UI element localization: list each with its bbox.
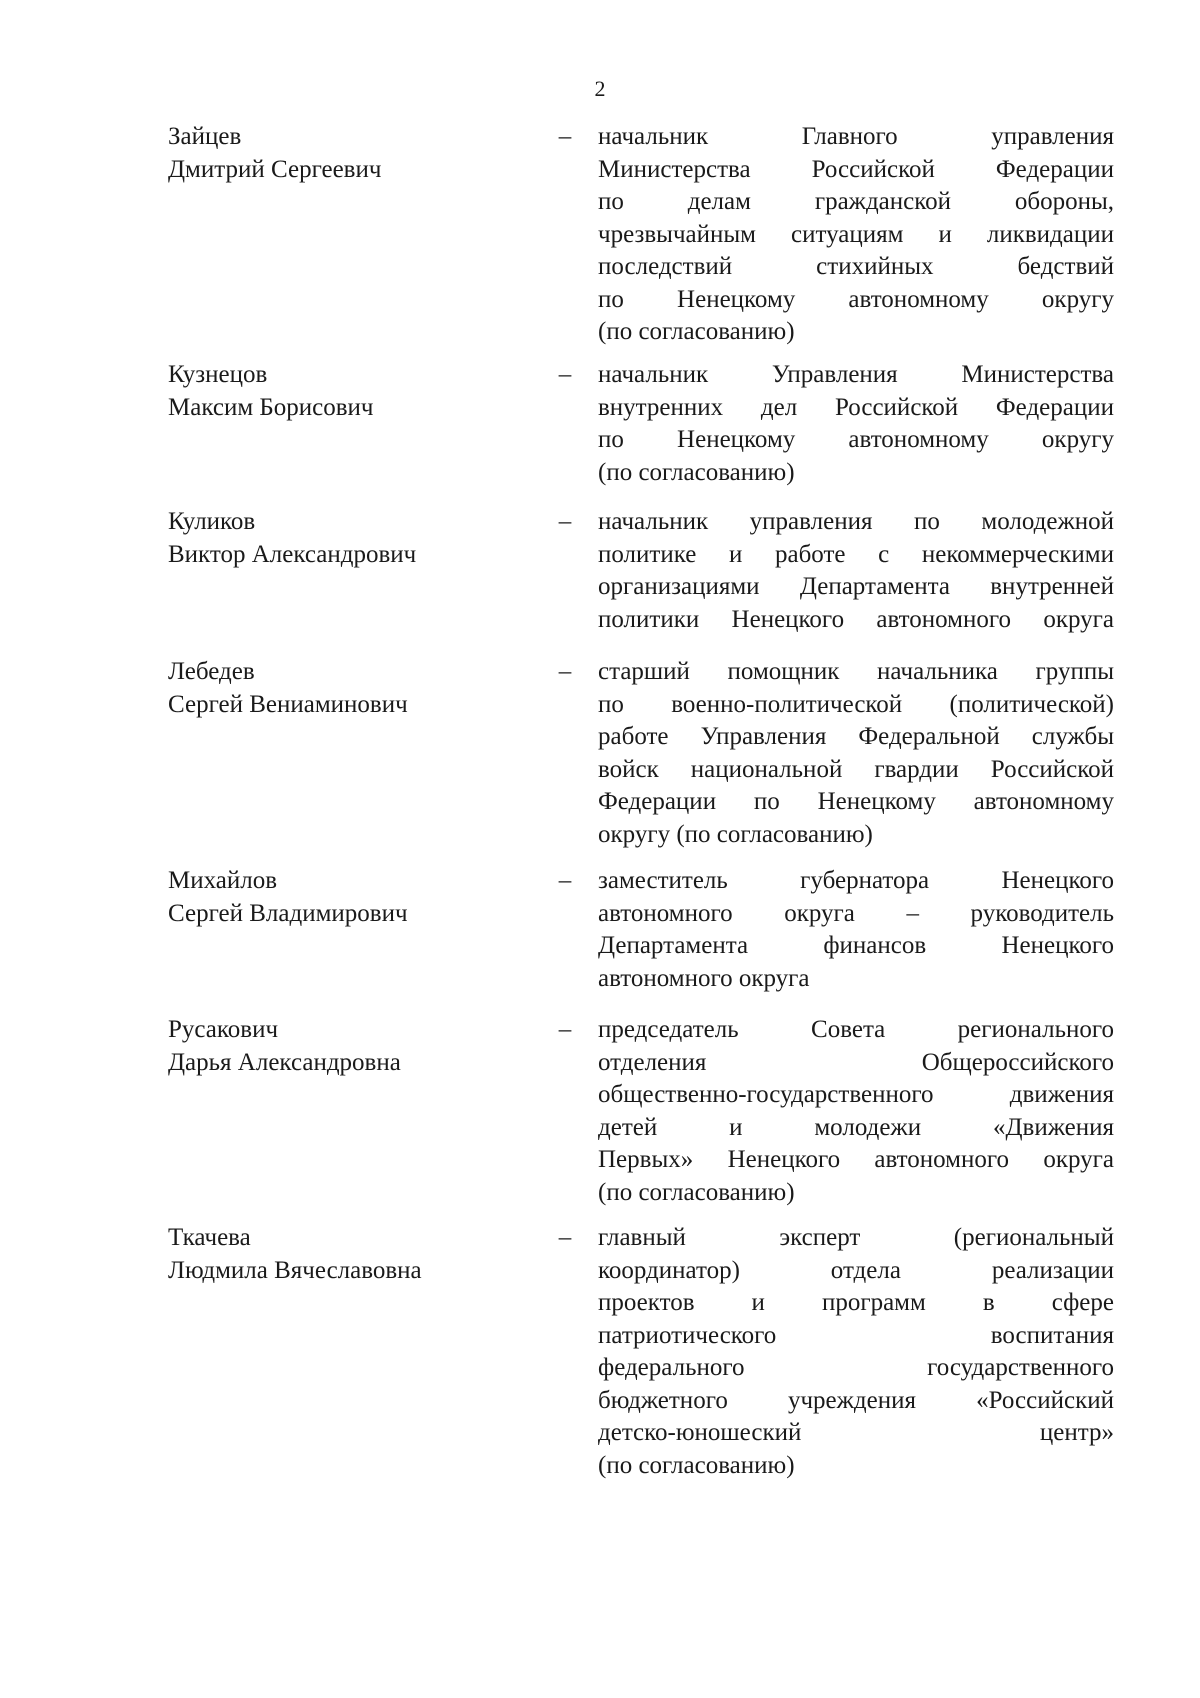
member-surname: Лебедев	[168, 658, 255, 685]
member-role	[598, 121, 1114, 349]
separator-dash: –	[558, 123, 572, 150]
role-line: по Ненецкому автономному округу	[598, 426, 1114, 453]
role-line: отделения Общероссийского	[598, 1048, 1114, 1076]
role-line: войск национальной гвардии Российской	[598, 755, 1114, 783]
role-line: Федерации по Ненецкому автономному	[598, 788, 1114, 815]
role-line: чрезвычайным ситуациям и ликвидации	[598, 220, 1114, 248]
member-name	[168, 656, 548, 721]
role-line: организациями Департамента внутренней	[598, 573, 1114, 600]
member-entry	[0, 865, 1200, 992]
member-role	[598, 359, 1114, 489]
role-line: Министерства Российской Федерации	[598, 155, 1114, 183]
role-line: по делам гражданской обороны,	[598, 188, 1114, 215]
member-given-names: Виктор Александрович	[168, 540, 417, 568]
member-entry	[0, 1014, 1200, 1206]
role-line: Первых» Ненецкого автономного округа	[598, 1146, 1114, 1173]
separator-dash: –	[558, 361, 572, 388]
role-line: координатор) отдела реализации	[598, 1256, 1114, 1284]
role-line: старший помощник начальника группы	[598, 658, 1114, 685]
role-line: последствий стихийных бедствий	[598, 253, 1114, 280]
member-name	[168, 1014, 548, 1079]
member-given-names: Максим Борисович	[168, 393, 374, 421]
member-given-names: Людмила Вячеславовна	[168, 1256, 422, 1284]
role-line: начальник Главного управления	[598, 123, 1114, 150]
member-name	[168, 359, 548, 424]
member-entry	[0, 121, 1200, 345]
role-line: проектов и программ в сфере	[598, 1289, 1114, 1316]
member-given-names: Сергей Владимирович	[168, 899, 408, 927]
role-line: заместитель губернатора Ненецкого	[598, 867, 1114, 894]
role-line: работе Управления Федеральной службы	[598, 723, 1114, 750]
member-role	[598, 1014, 1114, 1209]
role-line: политики Ненецкого автономного округа	[598, 605, 1114, 633]
member-entry	[0, 1222, 1200, 1479]
role-line: (по согласованию)	[598, 458, 795, 486]
role-line: детей и молодежи «Движения	[598, 1113, 1114, 1141]
separator-dash: –	[558, 508, 572, 535]
role-line: автономного округа – руководитель	[598, 899, 1114, 927]
role-line: внутренних дел Российской Федерации	[598, 393, 1114, 421]
member-given-names: Дарья Александровна	[168, 1048, 401, 1076]
role-line: (по согласованию)	[598, 1178, 795, 1206]
member-surname: Русакович	[168, 1016, 279, 1043]
member-entry	[0, 506, 1200, 633]
role-line: (по согласованию)	[598, 1451, 795, 1479]
role-line: бюджетного учреждения «Российский	[598, 1386, 1114, 1414]
role-line: начальник управления по молодежной	[598, 508, 1114, 535]
member-surname: Ткачева	[168, 1224, 251, 1251]
member-surname: Кузнецов	[168, 361, 268, 388]
member-role	[598, 865, 1114, 995]
role-line: по Ненецкому автономному округу	[598, 285, 1114, 313]
member-role	[598, 656, 1114, 851]
member-given-names: Сергей Вениаминович	[168, 690, 408, 718]
member-surname: Михайлов	[168, 867, 278, 894]
role-line: председатель Совета регионального	[598, 1016, 1114, 1043]
role-line: (по согласованию)	[598, 318, 795, 345]
role-line: политике и работе с некоммерческими	[598, 540, 1114, 568]
separator-dash: –	[558, 867, 572, 894]
member-name	[168, 1222, 548, 1287]
member-name	[168, 506, 548, 571]
role-line: округу (по согласованию)	[598, 820, 873, 848]
role-line: детско-юношеский центр»	[598, 1419, 1114, 1446]
separator-dash: –	[558, 1016, 572, 1043]
role-line: по военно-политической (политической)	[598, 690, 1114, 718]
member-name	[168, 121, 548, 186]
member-list	[0, 121, 1200, 1479]
member-role	[598, 506, 1114, 636]
role-line: общественно-государственного движения	[598, 1081, 1114, 1108]
member-given-names: Дмитрий Сергеевич	[168, 155, 382, 183]
member-role	[598, 1222, 1114, 1482]
role-line: федерального государственного	[598, 1354, 1114, 1381]
member-entry	[0, 656, 1200, 848]
member-surname: Куликов	[168, 508, 256, 535]
separator-dash: –	[558, 1224, 572, 1251]
role-line: автономного округа	[598, 964, 810, 992]
member-surname: Зайцев	[168, 123, 242, 150]
member-entry	[0, 359, 1200, 486]
role-line: патриотического воспитания	[598, 1321, 1114, 1349]
role-line: главный эксперт (региональный	[598, 1224, 1114, 1251]
role-line: Департамента финансов Ненецкого	[598, 932, 1114, 959]
page-number: 2	[594, 76, 606, 101]
separator-dash: –	[558, 658, 572, 685]
member-name	[168, 865, 548, 930]
role-line: начальник Управления Министерства	[598, 361, 1114, 388]
